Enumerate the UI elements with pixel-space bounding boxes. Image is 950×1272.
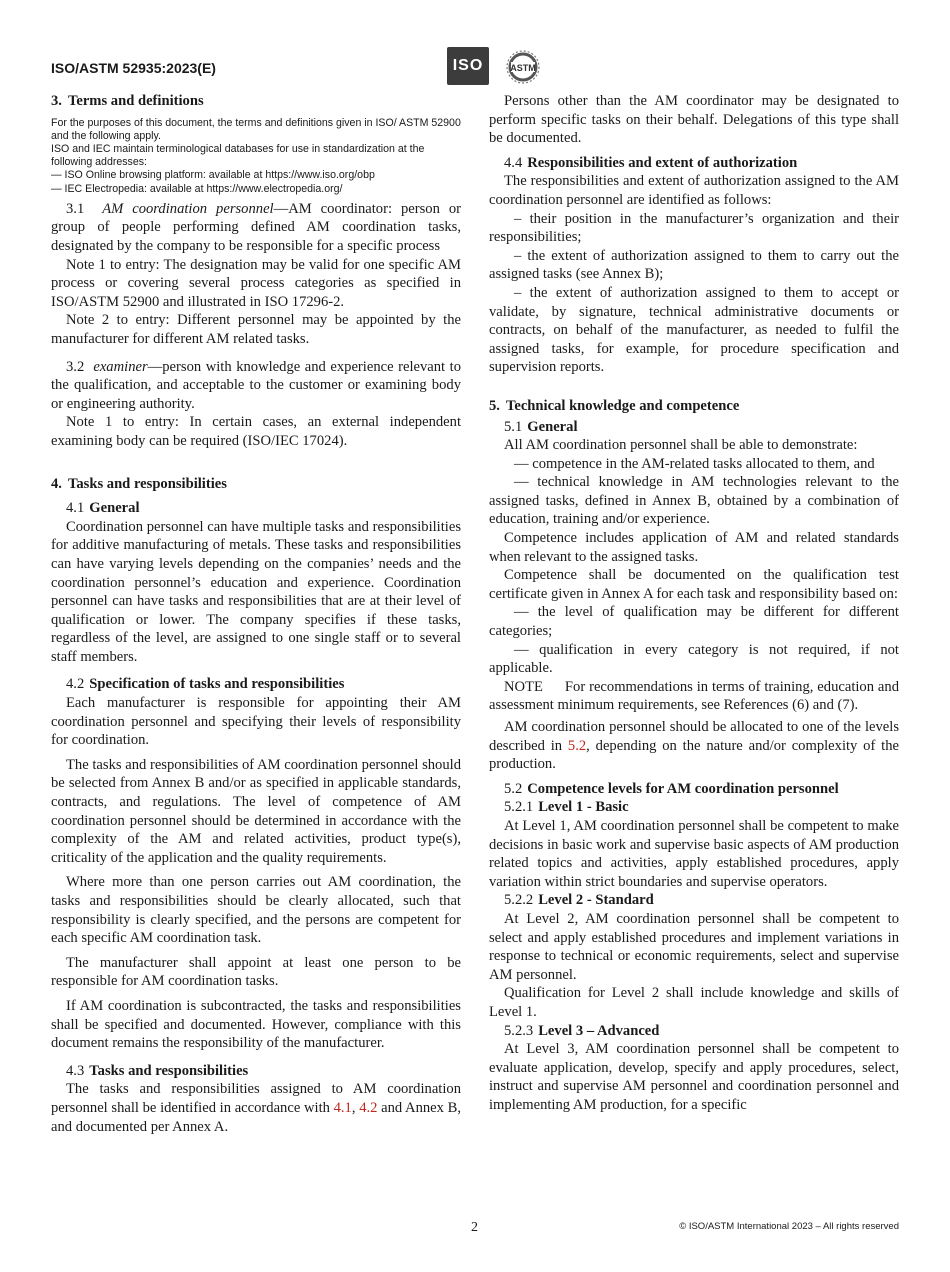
paragraph: Competence shall be documented on the qualification test certificate given in Annex A for each task and responsibility based on: xyxy=(489,567,899,602)
sec3-intro-2: ISO and IEC maintain terminological databases for use in standardization at the following addresses: xyxy=(51,143,425,169)
sec3-intro-1: For the purposes of this document, the terms and definitions given in ISO/ ASTM 52900 and the following apply. xyxy=(51,116,461,142)
left-column xyxy=(51,92,461,1136)
document-id: ISO/ASTM 52935:2023(E) xyxy=(51,60,216,76)
subsection-5-2-2-heading: 5.2.2 Level 2 - Standard xyxy=(504,892,654,909)
paragraph: At Level 2, AM coordination personnel shall be competent to select and apply established procedures and implement variations in response to technical or economic requirements, select and supervise AM personnel. xyxy=(489,910,899,983)
list-item: – their position in the manufacturer’s organization and their responsibilities; xyxy=(489,210,899,246)
paragraph: At Level 3, AM coordination personnel shall be competent to evaluate application, develop, specify and apply procedures, select, instruct and supervise AM personnel and coordination personnel and implementing AM production, for a specific xyxy=(489,1041,899,1113)
subsection-4-2-heading: 4.2 Specification of tasks and responsibilities xyxy=(66,676,345,693)
section-4-heading: 4. Tasks and responsibilities xyxy=(51,475,227,492)
list-item: — qualification in every category is not required, if not applicable. xyxy=(489,641,899,677)
paragraph: The responsibilities and extent of authorization assigned to the AM coordination personnel are identified as follows: xyxy=(489,173,899,208)
paragraph: Qualification for Level 2 shall include knowledge and skills of Level 1. xyxy=(489,985,899,1020)
section-5-heading: 5. Technical knowledge and competence xyxy=(489,397,740,414)
subsection-5-2-3-heading: 5.2.3 Level 3 – Advanced xyxy=(504,1022,660,1039)
paragraph: AM coordination personnel should be allocated to one of the levels described in 5.2, depending on the nature and/or complexity of the production. xyxy=(489,719,899,773)
section-3-heading: 3. Terms and definitions xyxy=(51,93,204,109)
paragraph: Where more than one person carries out AM coordination, the tasks and responsibilities should be clearly allocated, such that responsibility is clearly specified, and the persons are competent for each specific AM coordination task. xyxy=(51,874,461,947)
paragraph: Each manufacturer is responsible for appointing their AM coordination personnel and specifying their levels of responsibility for coordination. xyxy=(51,695,461,749)
list-item: – the extent of authorization assigned to them to accept or validate, by signature, technical administrative documents or contracts, on behalf of the manufacturer, as needed to fulfil the assigned tasks, for example, for procedure specification and supervision reports. xyxy=(489,284,899,376)
link-4-2[interactable]: 4.2 xyxy=(359,1099,378,1116)
page-number: 2 xyxy=(471,1220,478,1235)
svg-text:ASTM: ASTM xyxy=(510,63,536,73)
link-4-1[interactable]: 4.1 xyxy=(333,1099,352,1116)
list-item: — the level of qualification may be different for different categories; xyxy=(489,604,899,640)
subsection-5-1-heading: 5.1 General xyxy=(504,418,578,435)
term-3-1: 3.1 AM coordination personnel—AM coordinator: person or group of people performing defined AM coordination tasks, designated by the company to be responsible for a specific process xyxy=(51,200,462,254)
paragraph: Coordination personnel can have multiple tasks and responsibilities for additive manufacturing of metals. These tasks and responsibilities can have varying levels depending on the companies’ needs and the coordination personnel’s education and experience. Coordination personnel can have tasks and responsibilities that are at their level of qualification or lower. The company specifies if these tasks, regardless of the level, are assigned to one single staff or to several staff members. xyxy=(51,518,461,665)
list-item: — competence in the AM-related tasks allocated to them, and xyxy=(514,455,875,472)
term-3-2-note-1: Note 1 to entry: In certain cases, an external independent examining body can be required (ISO/IEC 17024). xyxy=(51,414,461,449)
paragraph: At Level 1, AM coordination personnel shall be competent to make decisions in basic work and supervise basic aspects of AM production related topics and activities, apply established procedures, apply variation within strict boundaries and supervise operators. xyxy=(489,817,899,890)
paragraph: The tasks and responsibilities of AM coordination personnel should be selected from Annex B and/or as specified in applicable standards, contracts, and regulations. The level of competence of AM coordination personnel should be determined in accordance with the complexity of the AM and related activities, product type(s), criticality of the application and the quality requirements. xyxy=(51,756,461,866)
sec3-intro-4: — IEC Electropedia: available at https://www.electropedia.org/ xyxy=(51,182,343,195)
term-3-2: 3.2 examiner—person with knowledge and experience relevant to the qualification, and acceptable to the customer or examining body or engineering authority. xyxy=(51,358,462,412)
astm-logo xyxy=(503,47,543,87)
paragraph: The tasks and responsibilities assigned to AM coordination personnel shall be identified in accordance with 4.1, 4.2 and Annex B, and documented per Annex A. xyxy=(51,1081,462,1135)
link-5-2[interactable]: 5.2 xyxy=(567,737,587,754)
paragraph: Persons other than the AM coordinator may be designated to perform specific tasks on their behalf. Delegations of this type shall be documented. xyxy=(489,93,899,147)
subsection-5-2-heading: 5.2 Competence levels for AM coordination personnel xyxy=(504,780,839,797)
paragraph: Competence includes application of AM and related standards when relevant to the assigned tasks. xyxy=(489,530,899,565)
subsection-4-3-heading: 4.3 Tasks and responsibilities xyxy=(66,1062,249,1079)
iso-logo: ISO xyxy=(447,47,489,85)
right-column xyxy=(489,92,899,1114)
note: NOTE For recommendations in terms of training, education and assessment minimum requirements, see References (6) and (7). xyxy=(489,678,899,714)
paragraph: All AM coordination personnel shall be able to demonstrate: xyxy=(504,437,858,454)
paragraph: The manufacturer shall appoint at least one person to be responsible for AM coordination tasks. xyxy=(51,954,461,990)
subsection-4-4-heading: 4.4 Responsibilities and extent of authorization xyxy=(504,154,798,171)
term-3-1-note-2: Note 2 to entry: Different personnel may be appointed by the manufacturer for different AM related tasks. xyxy=(51,312,461,347)
copyright-notice: © ISO/ASTM International 2023 – All rights reserved xyxy=(679,1221,899,1232)
list-item: – the extent of authorization assigned to them to carry out the assigned tasks (see Annex B); xyxy=(489,247,899,283)
term-3-1-note-1: Note 1 to entry: The designation may be valid for one specific AM process or covering several process categories as specified in ISO/ASTM 52900 and illustrated in ISO 17296-2. xyxy=(51,256,461,310)
list-item: — technical knowledge in AM technologies relevant to the assigned tasks, defined in Annex B, obtained by a combination of education, training and/or experience. xyxy=(489,474,899,528)
subsection-4-1-heading: 4.1 General xyxy=(66,500,140,517)
sec3-intro-3: — ISO Online browsing platform: available at https://www.iso.org/obp xyxy=(51,169,375,182)
paragraph: If AM coordination is subcontracted, the tasks and responsibilities shall be specified and documented. However, compliance with this document remains the responsibility of the manufacturer. xyxy=(51,997,461,1052)
subsection-5-2-1-heading: 5.2.1 Level 1 - Basic xyxy=(504,799,629,816)
